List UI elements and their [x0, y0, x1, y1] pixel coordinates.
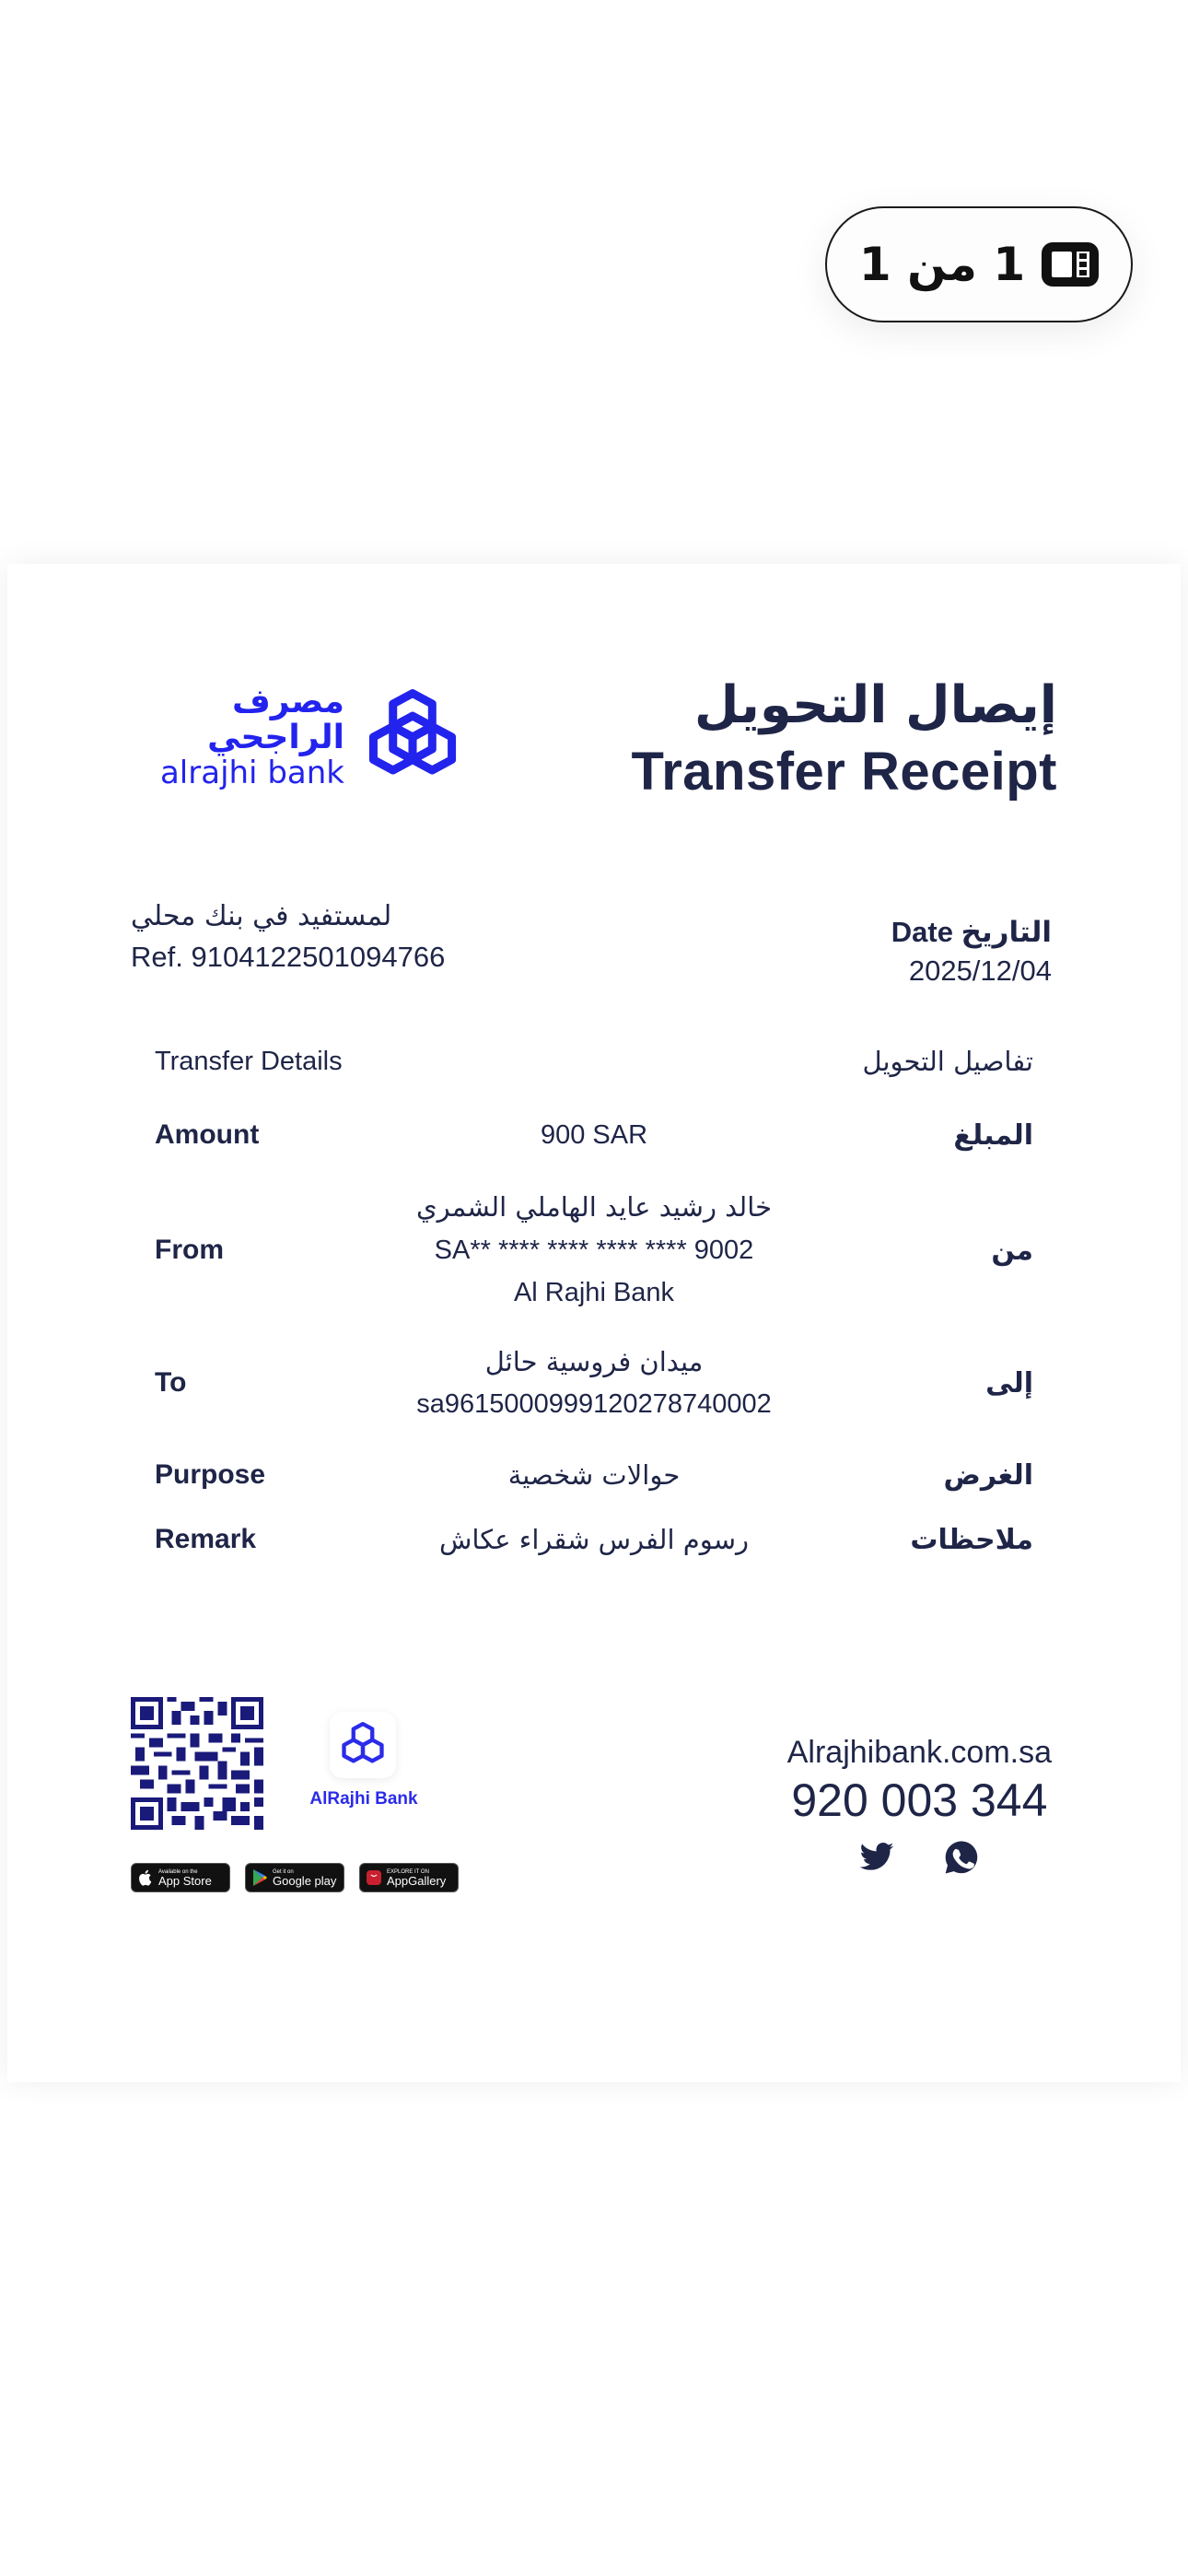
detail-row-amount	[155, 1107, 1033, 1163]
purpose-value: حوالات شخصية	[507, 1458, 681, 1491]
date-block	[891, 912, 1052, 990]
detail-row-to	[155, 1332, 1033, 1434]
phone-number[interactable]: 920 003 344	[791, 1774, 1048, 1827]
google-play-badge[interactable]	[245, 1863, 344, 1892]
title-english: Transfer Receipt	[631, 741, 1057, 802]
page-indicator[interactable]	[825, 206, 1133, 322]
from-value	[339, 1186, 849, 1314]
app-name: AlRajhi Bank	[309, 1789, 418, 1809]
amount-label-english: Amount	[155, 1119, 260, 1150]
sender-name: خالد رشيد عايد الهاملي الشمري	[415, 1191, 773, 1224]
receipt-card	[7, 564, 1181, 2082]
beneficiary-type: لمستفيد في بنك محلي	[131, 900, 392, 932]
huawei-icon	[366, 1868, 382, 1887]
beneficiary-account: sa9615000999120278740002	[416, 1389, 772, 1419]
detail-row-from	[155, 1181, 1033, 1319]
alrajhi-logo	[131, 673, 462, 802]
appgallery-badge[interactable]	[359, 1863, 459, 1892]
page-count: 1 من 1	[858, 238, 1026, 291]
details-heading-english: Transfer Details	[155, 1046, 343, 1076]
purpose-label-english: Purpose	[155, 1459, 266, 1490]
logo-text-arabic: مصرف الراجحي	[207, 682, 344, 757]
alrajhi-emblem-icon	[363, 676, 462, 798]
app-store-small-text: Available on the	[158, 1868, 198, 1875]
alrajhi-app-icon	[339, 1721, 387, 1769]
qr-code[interactable]	[131, 1697, 263, 1830]
google-play-icon	[251, 1868, 268, 1887]
app-store-badge[interactable]	[131, 1863, 230, 1892]
twitter-icon[interactable]	[857, 1839, 896, 1876]
to-label-arabic: إلى	[985, 1366, 1033, 1399]
from-label-english: From	[155, 1235, 224, 1265]
app-store-label: App Store	[158, 1873, 212, 1888]
to-value	[339, 1341, 849, 1426]
contact-info	[787, 1732, 1052, 1876]
store-badges	[131, 1863, 459, 1892]
remark-label-arabic: ملاحظات	[910, 1523, 1033, 1556]
remark-value: رسوم الفرس شقراء عكاش	[438, 1523, 750, 1555]
from-label-arabic: من	[991, 1234, 1033, 1267]
date-label-english: Date	[891, 916, 953, 948]
social-links	[787, 1839, 1052, 1876]
details-header	[155, 1034, 1033, 1089]
title-arabic: إيصال التحويل	[693, 675, 1057, 735]
sender-account: SA** **** **** **** **** 9002	[434, 1235, 754, 1265]
amount-value: 900 SAR	[540, 1119, 648, 1150]
appgallery-small-text: EXPLORE IT ON	[387, 1868, 429, 1875]
google-play-label: Google play	[273, 1873, 337, 1888]
detail-row-remark	[155, 1507, 1033, 1572]
whatsapp-icon[interactable]	[942, 1839, 981, 1876]
reference-block	[131, 896, 445, 977]
sidebar-panel-icon	[1042, 242, 1099, 287]
detail-row-purpose	[155, 1443, 1033, 1507]
app-icon-tile[interactable]	[330, 1712, 396, 1778]
to-label-english: To	[155, 1367, 187, 1398]
logo-text-english: alrajhi bank	[159, 754, 344, 791]
appgallery-label: AppGallery	[387, 1873, 447, 1888]
beneficiary-name: ميدان فروسية حائل	[484, 1345, 704, 1377]
apple-icon	[137, 1868, 154, 1887]
date-label-arabic: التاريخ	[961, 916, 1052, 949]
purpose-label-arabic: الغرض	[943, 1458, 1033, 1492]
remark-label-english: Remark	[155, 1524, 257, 1554]
transfer-date: 2025/12/04	[908, 954, 1052, 988]
google-play-small-text: Get it on	[273, 1868, 294, 1875]
details-heading-arabic: تفاصيل التحويل	[862, 1046, 1033, 1077]
amount-label-arabic: المبلغ	[953, 1118, 1033, 1152]
receipt-title	[631, 673, 1057, 803]
transfer-details	[155, 1034, 1033, 1572]
website-link[interactable]: Alrajhibank.com.sa	[786, 1735, 1052, 1770]
reference-number: Ref. 9104122501094766	[131, 941, 446, 973]
sender-bank: Al Rajhi Bank	[513, 1278, 675, 1308]
